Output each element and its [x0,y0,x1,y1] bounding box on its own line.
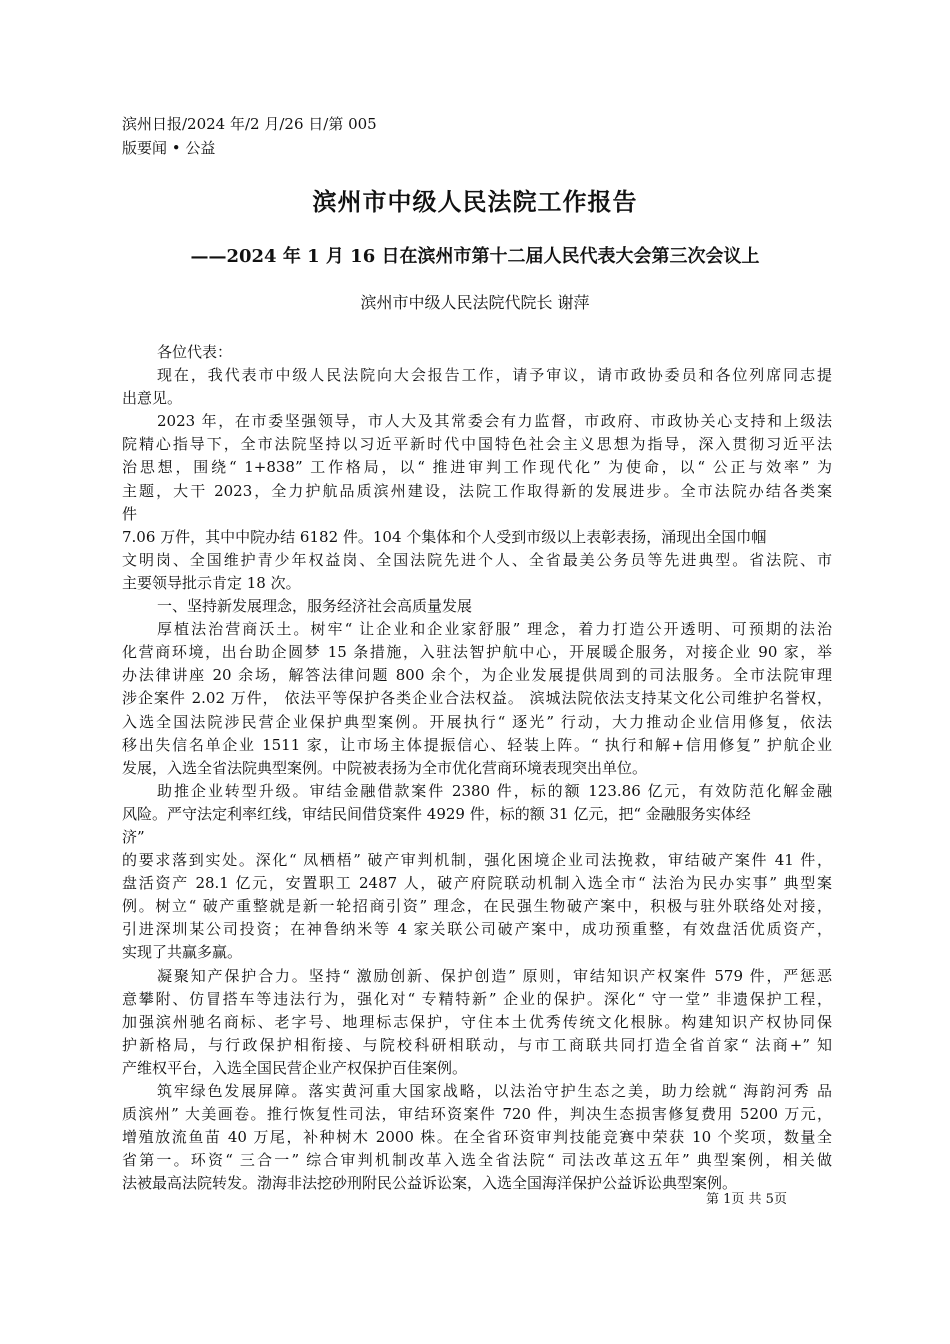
body-text-line: 筑牢绿色发展屏障。落实黄河重大国家战略，以法治守护生态之美，助力绘就“ 海韵河秀 品 [157,1082,832,1100]
newspaper-section-line: 版要闻 • 公益 [122,139,216,157]
body-text-line: 2023 年，在市委坚强领导，市人大及其常委会有力监督，市政府、市政协关心支持和上级法 [157,412,832,431]
body-text-line: 的要求落到实处。深化“ 凤栖梧” 破产审判机制，强化困境企业司法挽救，审结破产案件 41 件， [122,851,832,870]
body-text-line: 主要领导批示肯定 18 次。 [122,573,301,592]
newspaper-source-line: 滨州日报/2024 年/2 月/26 日/第 005 [122,115,377,133]
body-text-line: 化营商环境，出台助企圆梦 15 条措施，入驻法智护航中心，开展暖企服务，对接企业 90 家，举 [122,643,832,662]
report-subtitle: ——2024 年 1 月 16 日在滨州市第十二届人民代表大会第三次会议上 [190,246,760,267]
body-text-line: 发展，入选全省法院典型案例。中院被表扬为全市优化营商环境表现突出单位。 [122,758,648,777]
body-text-line: 厚植法治营商沃土。树牢“ 让企业和企业家舒服” 理念，着力打造公开透明、可预期的法治 [157,620,832,639]
report-title: 滨州市中级人民法院工作报告 [312,187,638,216]
body-text-line: 济” [122,827,145,846]
body-text-line: 7.06 万件，其中中院办结 6182 件。104 个集体和个人受到市级以上表彰表扬，涌现出全国巾帼 [122,527,767,546]
body-text-line: 凝聚知产保护合力。坚持“ 激励创新、保护创造” 原则，审结知识产权案件 579 件，严惩恶 [157,966,832,985]
body-text-line: 文明岗、全国维护青少年权益岗、全国法院先进个人、全省最美公务员等先进典型。省法院、市 [122,550,832,569]
body-text-line: 盘活资产 28.1 亿元，安置职工 2487 人，破产府院联动机制入选全市“ 法治为民办实事” 典型案 [122,874,832,893]
body-text-line: 现在，我代表市中级人民法院向大会报告工作，请予审议，请市政协委员和各位列席同志提 [157,366,832,385]
body-text-line: 出意见。 [122,389,183,408]
body-text-line: 主题，大干 2023，全力护航品质滨州建设，法院工作取得新的发展进步。全市法院办结各类案 [122,481,832,500]
body-text-line: 产维权平台，入选全国民营企业产权保护百佳案例。 [122,1058,468,1077]
body-text-line: 意攀附、仿冒搭车等违法行为，强化对“ 专精特新” 企业的保护。深化“ 守一堂” 非遗保护工程， [122,989,832,1008]
body-text-line: 加强滨州驰名商标、老字号、地理标志保护，守住本土优秀传统文化根脉。构建知识产权协同保 [122,1012,832,1031]
body-text-line: 省第一。环资“ 三合一” 综合审判机制改革入选全省法院“ 司法改革这五年” 典型案例，相关做 [122,1151,832,1170]
body-text-line: 质滨州” 大美画卷。推行恢复性司法，审结环资案件 720 件，判决生态损害修复费用 5200 万元， [122,1105,832,1124]
body-text-line: 移出失信名单企业 1511 家，让市场主体提振信心、轻装上阵。“ 执行和解+信用修复” 护航企业 [122,735,832,754]
body-text-line: 件 [122,504,138,523]
body-text-line: 增殖放流鱼苗 40 万尾，补种树木 2000 株。在全省环资审判技能竞赛中荣获 10 个奖项，数量全 [122,1128,832,1147]
report-author: 滨州市中级人民法院代院长 谢萍 [360,293,590,312]
body-text-line: 助推企业转型升级。审结金融借款案件 2380 件，标的额 123.86 亿元，有效防范化解金融 [157,781,832,800]
body-text-line: 例。树立“ 破产重整就是新一轮招商引资” 理念，在民强生物破产案中，积极与驻外联络处对接， [122,897,832,916]
body-text-line: 护新格局，与行政保护相衔接、与院校科研相联动，与市工商联共同打造全省首家“ 法商+” 知 [122,1035,832,1054]
body-text-line: 治思想，围绕“ 1+838” 工作格局，以“ 推进审判工作现代化” 为使命，以“ 公正与效率” 为 [122,458,832,477]
body-text-line: 院精心指导下，全市法院坚持以习近平新时代中国特色社会主义思想为指导，深入贯彻习近平法 [122,435,832,454]
report-body [122,341,832,1195]
body-text-line: 入选全国法院涉民营企业保护典型案例。开展执行“ 逐光” 行动，大力推动企业信用修复，依法 [122,712,832,731]
body-text-line: 一、坚持新发展理念，服务经济社会高质量发展 [157,597,473,616]
body-text-line: 涉企案件 2.02 万件， 依法平等保护各类企业合法权益。 滨城法院依法支持某文化公司维护名誉权， [122,689,832,708]
body-text-line: 实现了共赢多赢。 [122,943,243,962]
body-text-line: 法被最高法院转发。渤海非法挖砂刑附民公益诉讼案，入选全国海洋保护公益诉讼典型案例。 [122,1174,738,1193]
body-text-line: 引进深圳某公司投资；在神鲁纳米等 4 家关联公司破产案中，成功预重整，有效盘活优质资产， [122,920,832,939]
body-text-line: 办法律讲座 20 余场，解答法律问题 800 余个，为企业发展提供周到的司法服务。全市法院审理 [122,666,832,685]
page-number: 第 1页 共 5页 [706,1192,787,1207]
body-text-line: 风险。严守法定利率红线，审结民间借贷案件 4929 件，标的额 31 亿元，把“ 金融服务实体经 [122,804,751,823]
body-text-line: 各位代表： [157,343,233,361]
